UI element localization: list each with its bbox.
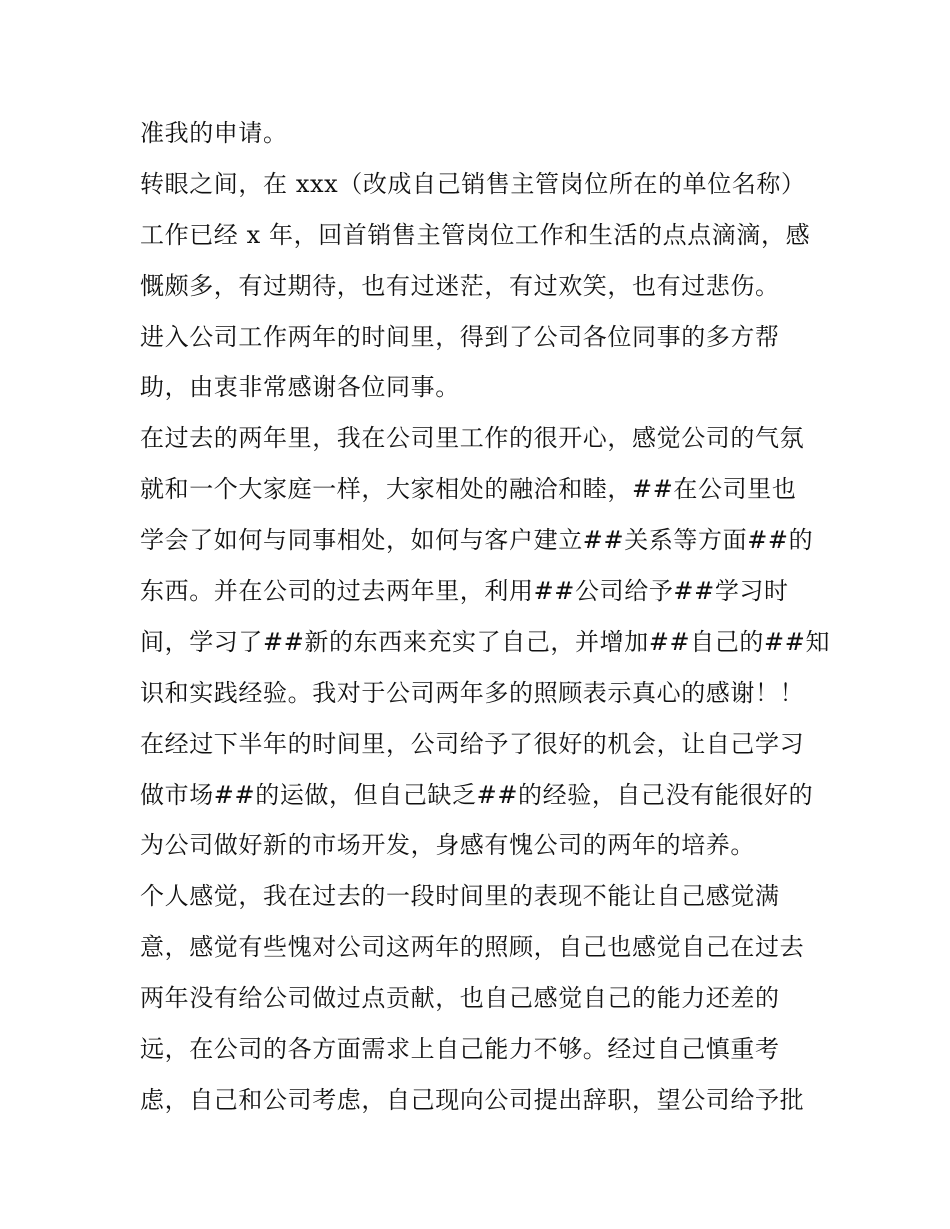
text-line: 在过去的两年里，我在公司里工作的很开心，感觉公司的气氛 [140,424,805,453]
text-line: 学会了如何与同事相处，如何与客户建立##关系等方面##的 [140,526,814,555]
text-line: 进入公司工作两年的时间里，得到了公司各位同事的多方帮 [140,322,780,351]
text-line: 识和实践经验。我对于公司两年多的照顾表示真心的感谢！！ [140,678,805,707]
text-line: 做市场##的运做，但自己缺乏##的经验，自己没有能很好的 [140,780,814,809]
document-body [140,108,830,1126]
text-line: 两年没有给公司做过点贡献，也自己感觉自己的能力还差的 [140,984,780,1013]
text-line: 助，由衷非常感谢各位同事。 [140,373,460,402]
text-line: 慨颇多，有过期待，也有过迷茫，有过欢笑，也有过悲伤。 [140,271,780,300]
text-line: 就和一个大家庭一样，大家相处的融洽和睦，##在公司里也 [140,475,797,504]
text-line: 为公司做好新的市场开发，身感有愧公司的两年的培养。 [140,831,755,860]
text-line: 工作已经 x 年，回首销售主管岗位工作和生活的点点滴滴，感 [140,220,811,249]
text-line: 意，感觉有些愧对公司这两年的照顾，自己也感觉自己在过去 [140,933,805,962]
text-line: 转眼之间，在 xxx（改成自己销售主管岗位所在的单位名称） [140,169,806,198]
text-line: 在经过下半年的时间里，公司给予了很好的机会，让自己学习 [140,729,805,758]
text-line: 虑，自己和公司考虑，自己现向公司提出辞职，望公司给予批 [140,1085,805,1114]
text-line: 东西。并在公司的过去两年里，利用##公司给予##学习时 [140,577,789,606]
text-line: 准我的申请。 [140,119,288,147]
text-line: 远，在公司的各方面需求上自己能力不够。经过自己慎重考 [140,1035,780,1064]
text-line: 间，学习了##新的东西来充实了自己，并增加##自己的##知 [140,627,831,656]
text-line: 个人感觉，我在过去的一段时间里的表现不能让自己感觉满 [140,882,780,911]
